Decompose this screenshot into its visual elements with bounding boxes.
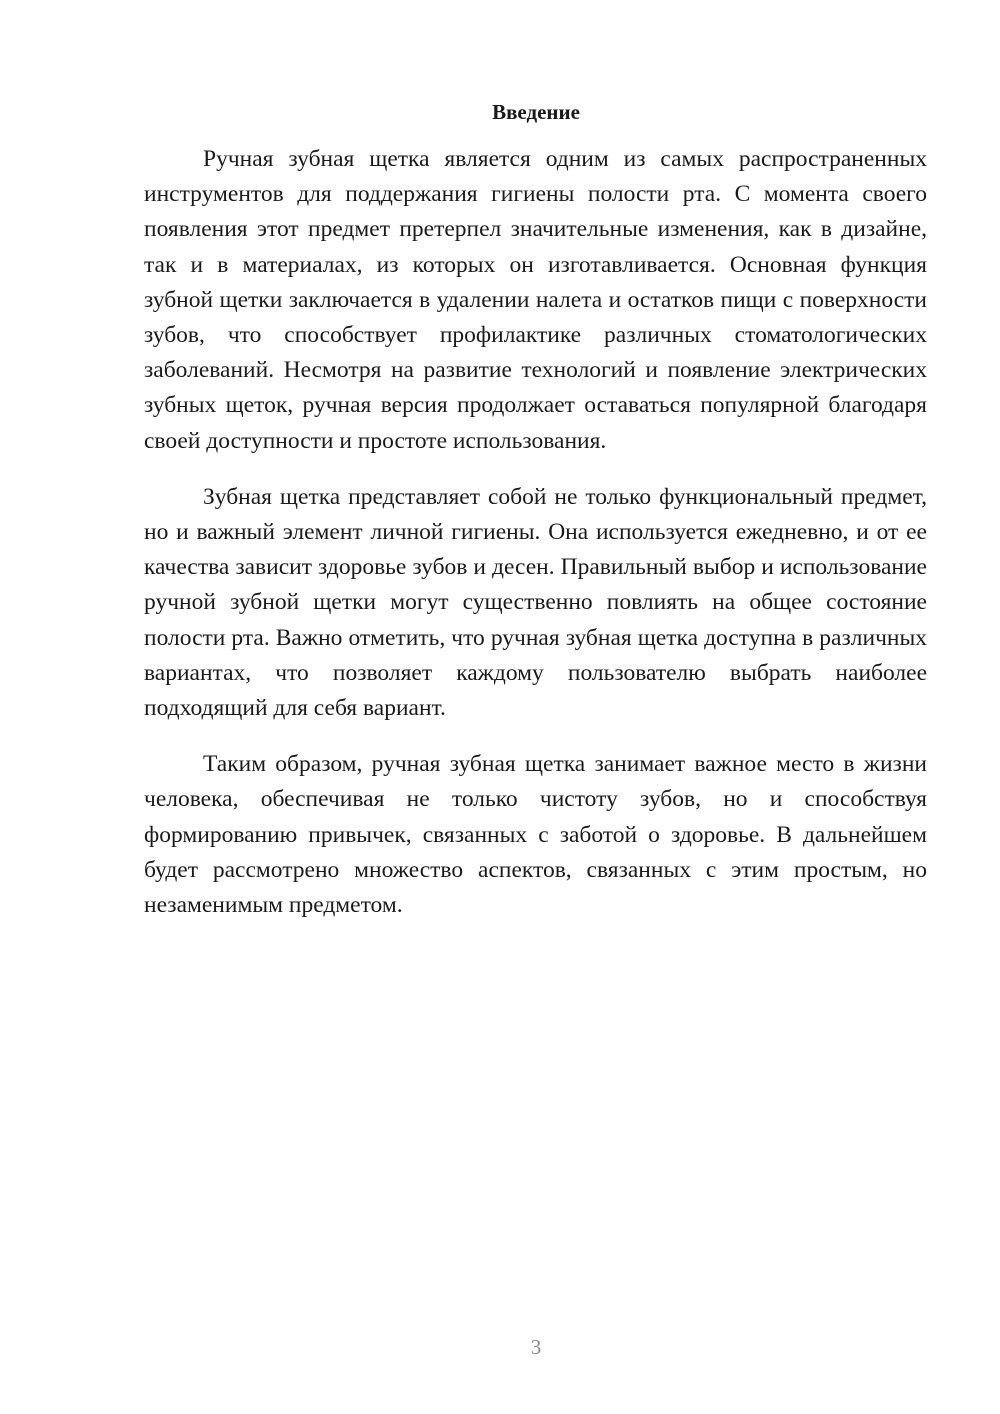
body-text	[144, 142, 927, 944]
paragraph-3: Таким образом, ручная зубная щетка занимает важное место в жизни человека, обеспечивая не только чистоту зубов, но и способствуя формированию привычек, связанных с заботой о здоровье. В дальнейшем будет рассмотрено множество аспектов, связанных с этим простым, но незаменимым предметом.	[144, 751, 927, 919]
paragraph-1: Ручная зубная щетка является одним из самых распространенных инструментов для поддержания гигиены полости рта. С момента своего появления этот предмет претерпел значительные изменения, как в дизайне, так и в материалах, из которых он изготавливается. Основная функция зубной щетки заключается в удалении налета и остатков пищи с поверхности зубов, что способствует профилактике различных стоматологических заболеваний. Несмотря на развитие технологий и появление электрических зубных щеток, ручная версия продолжает оставаться популярной благодаря своей доступности и простоте использования.	[144, 146, 927, 454]
page-number: 3	[530, 1335, 542, 1359]
paragraph-2: Зубная щетка представляет собой не только функциональный предмет, но и важный элемент личной гигиены. Она используется ежедневно, и от ее качества зависит здоровье зубов и десен. Правильный выбор и использование ручной зубной щетки могут существенно повлиять на общее состояние полости рта. Важно отметить, что ручная зубная щетка доступна в различных вариантах, что позволяет каждому пользователю выбрать наиболее подходящий для себя вариант.	[144, 483, 927, 722]
section-title: Введение	[492, 100, 580, 124]
